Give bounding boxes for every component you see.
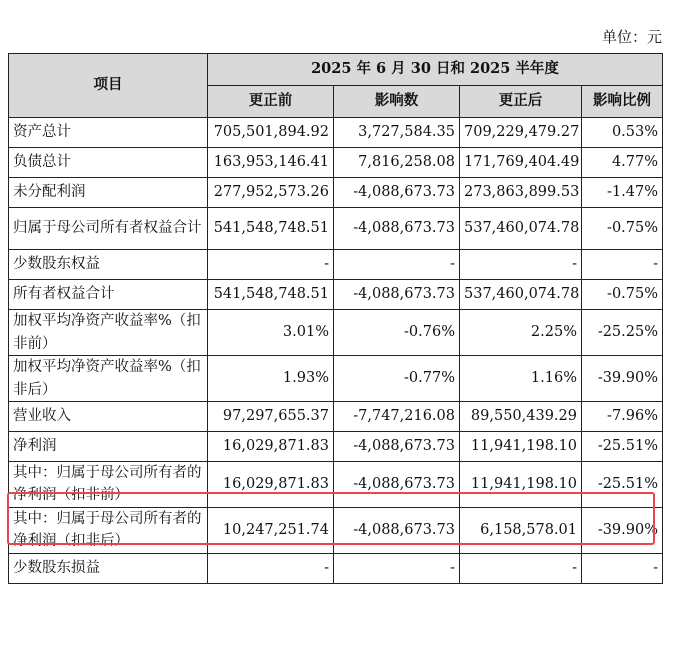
cell-before: - (208, 250, 334, 280)
table-row (9, 118, 663, 148)
cell-impact: -4,088,673.73 (334, 432, 460, 462)
row-label: 其中：归属于母公司所有者的净利润（扣非前） (9, 462, 208, 508)
table-row (9, 280, 663, 310)
table-row (9, 208, 663, 250)
row-label: 资产总计 (9, 118, 208, 148)
cell-after: 6,158,578.01 (460, 507, 582, 553)
row-label: 净利润 (9, 432, 208, 462)
table-row (9, 148, 663, 178)
header-before: 更正前 (208, 86, 334, 118)
cell-impact: -4,088,673.73 (334, 462, 460, 508)
header-impact: 影响数 (334, 86, 460, 118)
cell-ratio: -25.51% (582, 462, 663, 508)
cell-after: 537,460,074.78 (460, 208, 582, 250)
cell-impact: - (334, 553, 460, 583)
cell-after: - (460, 250, 582, 280)
cell-after: 709,229,479.27 (460, 118, 582, 148)
cell-ratio: -1.47% (582, 178, 663, 208)
cell-impact: -4,088,673.73 (334, 178, 460, 208)
cell-before: 705,501,894.92 (208, 118, 334, 148)
cell-before: 541,548,748.51 (208, 208, 334, 250)
row-label: 营业收入 (9, 402, 208, 432)
cell-ratio: -39.90% (582, 507, 663, 553)
row-label: 未分配利润 (9, 178, 208, 208)
row-label: 少数股东权益 (9, 250, 208, 280)
cell-after: 89,550,439.29 (460, 402, 582, 432)
table-row (9, 250, 663, 280)
row-label: 少数股东损益 (9, 553, 208, 583)
cell-after: 273,863,899.53 (460, 178, 582, 208)
cell-impact: -4,088,673.73 (334, 507, 460, 553)
header-after: 更正后 (460, 86, 582, 118)
row-label: 加权平均净资产收益率%（扣非后） (9, 356, 208, 402)
cell-impact: 7,816,258.08 (334, 148, 460, 178)
cell-impact: -7,747,216.08 (334, 402, 460, 432)
cell-ratio: 0.53% (582, 118, 663, 148)
table-row (9, 432, 663, 462)
cell-ratio: -39.90% (582, 356, 663, 402)
cell-ratio: -0.75% (582, 280, 663, 310)
cell-impact: -4,088,673.73 (334, 280, 460, 310)
row-label: 其中：归属于母公司所有者的净利润（扣非后） (9, 507, 208, 553)
cell-after: - (460, 553, 582, 583)
cell-after: 11,941,198.10 (460, 432, 582, 462)
header-ratio: 影响比例 (582, 86, 663, 118)
cell-before: 16,029,871.83 (208, 462, 334, 508)
cell-after: 1.16% (460, 356, 582, 402)
cell-impact: -0.76% (334, 310, 460, 356)
cell-impact: 3,727,584.35 (334, 118, 460, 148)
cell-after: 2.25% (460, 310, 582, 356)
header-period: 2025 年 6 月 30 日和 2025 半年度 (208, 54, 663, 86)
row-label: 负债总计 (9, 148, 208, 178)
cell-before: 10,247,251.74 (208, 507, 334, 553)
row-label: 加权平均净资产收益率%（扣非前） (9, 310, 208, 356)
cell-ratio: - (582, 250, 663, 280)
cell-after: 537,460,074.78 (460, 280, 582, 310)
cell-ratio: -25.51% (582, 432, 663, 462)
cell-impact: -0.77% (334, 356, 460, 402)
cell-ratio: -7.96% (582, 402, 663, 432)
cell-before: 163,953,146.41 (208, 148, 334, 178)
table-row (9, 178, 663, 208)
row-label: 所有者权益合计 (9, 280, 208, 310)
financial-correction-table (8, 53, 663, 584)
cell-before: 1.93% (208, 356, 334, 402)
cell-before: 97,297,655.37 (208, 402, 334, 432)
cell-before: - (208, 553, 334, 583)
header-item: 项目 (9, 54, 208, 118)
cell-before: 16,029,871.83 (208, 432, 334, 462)
cell-ratio: -25.25% (582, 310, 663, 356)
cell-ratio: - (582, 553, 663, 583)
table-row (9, 507, 663, 553)
cell-before: 541,548,748.51 (208, 280, 334, 310)
cell-before: 3.01% (208, 310, 334, 356)
table-row (9, 553, 663, 583)
table-row (9, 356, 663, 402)
unit-label: 单位：元 (601, 28, 662, 46)
table-row (9, 402, 663, 432)
cell-before: 277,952,573.26 (208, 178, 334, 208)
cell-after: 11,941,198.10 (460, 462, 582, 508)
table-row (9, 310, 663, 356)
cell-ratio: 4.77% (582, 148, 663, 178)
table-row-highlighted (9, 462, 663, 508)
cell-impact: - (334, 250, 460, 280)
cell-ratio: -0.75% (582, 208, 663, 250)
cell-after: 171,769,404.49 (460, 148, 582, 178)
row-label: 归属于母公司所有者权益合计 (9, 208, 208, 250)
cell-impact: -4,088,673.73 (334, 208, 460, 250)
